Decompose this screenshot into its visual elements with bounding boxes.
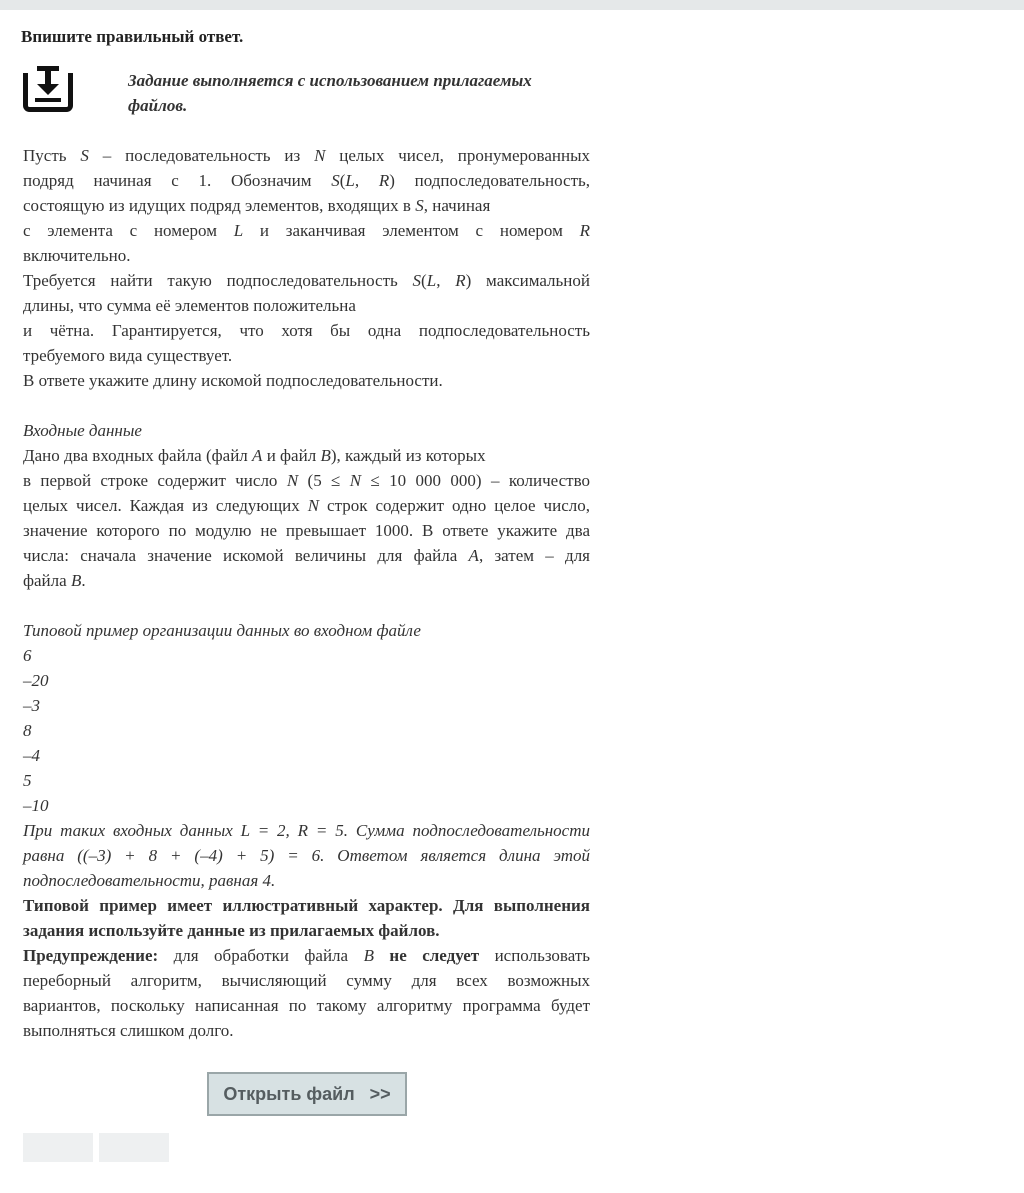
task-line: В ответе укажите длину искомой подпоследовательности. bbox=[23, 371, 443, 390]
task-line: включительно. bbox=[23, 246, 131, 265]
example-value: 8 bbox=[23, 721, 32, 740]
task-line: длины, что сумма её элементов положительна bbox=[23, 296, 356, 315]
task-line: требуемого вида существует. bbox=[23, 346, 233, 365]
task-content bbox=[23, 143, 590, 1043]
open-file-button[interactable] bbox=[207, 1072, 407, 1116]
input-line: значение которого по модулю не превышает 1000. В ответе укажите два bbox=[23, 521, 590, 540]
warning-line: Предупреждение: для обработки файла B не следует использовать bbox=[23, 946, 591, 965]
example-value: 5 bbox=[23, 771, 32, 790]
open-file-button-label: Открыть файл >> bbox=[223, 1083, 391, 1104]
warning-line: вариантов, поскольку написанная по такому алгоритму программа будет bbox=[23, 996, 590, 1015]
task-line: подряд начиная с 1. Обозначим S(L, R) подпоследовательность, bbox=[23, 171, 591, 190]
example-value: –10 bbox=[23, 796, 49, 815]
file-note: Задание выполняется с использованием прилагаемых файлов. bbox=[128, 71, 532, 115]
example-note-line: задания используйте данные из прилагаемых файлов. bbox=[23, 921, 440, 940]
answer-placeholder-a bbox=[23, 1133, 93, 1162]
top-bar bbox=[0, 0, 1024, 10]
example-value: –4 bbox=[23, 746, 40, 765]
download-icon[interactable] bbox=[23, 66, 73, 112]
task-line: состоящую из идущих подряд элементов, входящих в S, начиная bbox=[23, 196, 491, 215]
answer-placeholder-b bbox=[99, 1133, 169, 1162]
example-explanation-line: При таких входных данных L = 2, R = 5. Сумма подпоследовательности bbox=[23, 821, 590, 840]
task-line: Требуется найти такую подпоследовательность S(L, R) максимальной bbox=[23, 271, 590, 290]
instruction-text: Впишите правильный ответ. bbox=[21, 27, 244, 46]
input-line: файла B. bbox=[23, 571, 86, 590]
input-heading: Входные данные bbox=[23, 421, 142, 440]
warning-line: переборный алгоритм, вычисляющий сумму для всех возможных bbox=[23, 971, 590, 990]
example-note-line: Типовой пример имеет иллюстративный характер. Для выполнения bbox=[23, 896, 590, 915]
task-line: и чётна. Гарантируется, что хотя бы одна подпоследовательность bbox=[23, 321, 590, 340]
example-explanation-line: подпоследовательности, равная 4. bbox=[23, 871, 276, 890]
input-line: в первой строке содержит число N (5 ≤ N ≤ 10 000 000) – количество bbox=[23, 471, 590, 490]
warning-line: выполняться слишком долго. bbox=[23, 1021, 234, 1040]
example-value: –3 bbox=[23, 696, 40, 715]
example-value: –20 bbox=[23, 671, 49, 690]
task-line: Пусть S – последовательность из N целых чисел, пронумерованных bbox=[23, 146, 591, 165]
input-line: Дано два входных файла (файл A и файл B), каждый из которых bbox=[23, 446, 486, 465]
input-line: числа: сначала значение искомой величины для файла A, затем – для bbox=[23, 546, 590, 565]
example-value: 6 bbox=[23, 646, 32, 665]
example-heading: Типовой пример организации данных во входном файле bbox=[23, 621, 421, 640]
task-line: с элемента с номером L и заканчивая элементом с номером R bbox=[23, 221, 590, 240]
example-explanation-line: равна ((–3) + 8 + (–4) + 5) = 6. Ответом является длина этой bbox=[23, 846, 590, 865]
input-line: целых чисел. Каждая из следующих N строк содержит одно целое число, bbox=[23, 496, 590, 515]
